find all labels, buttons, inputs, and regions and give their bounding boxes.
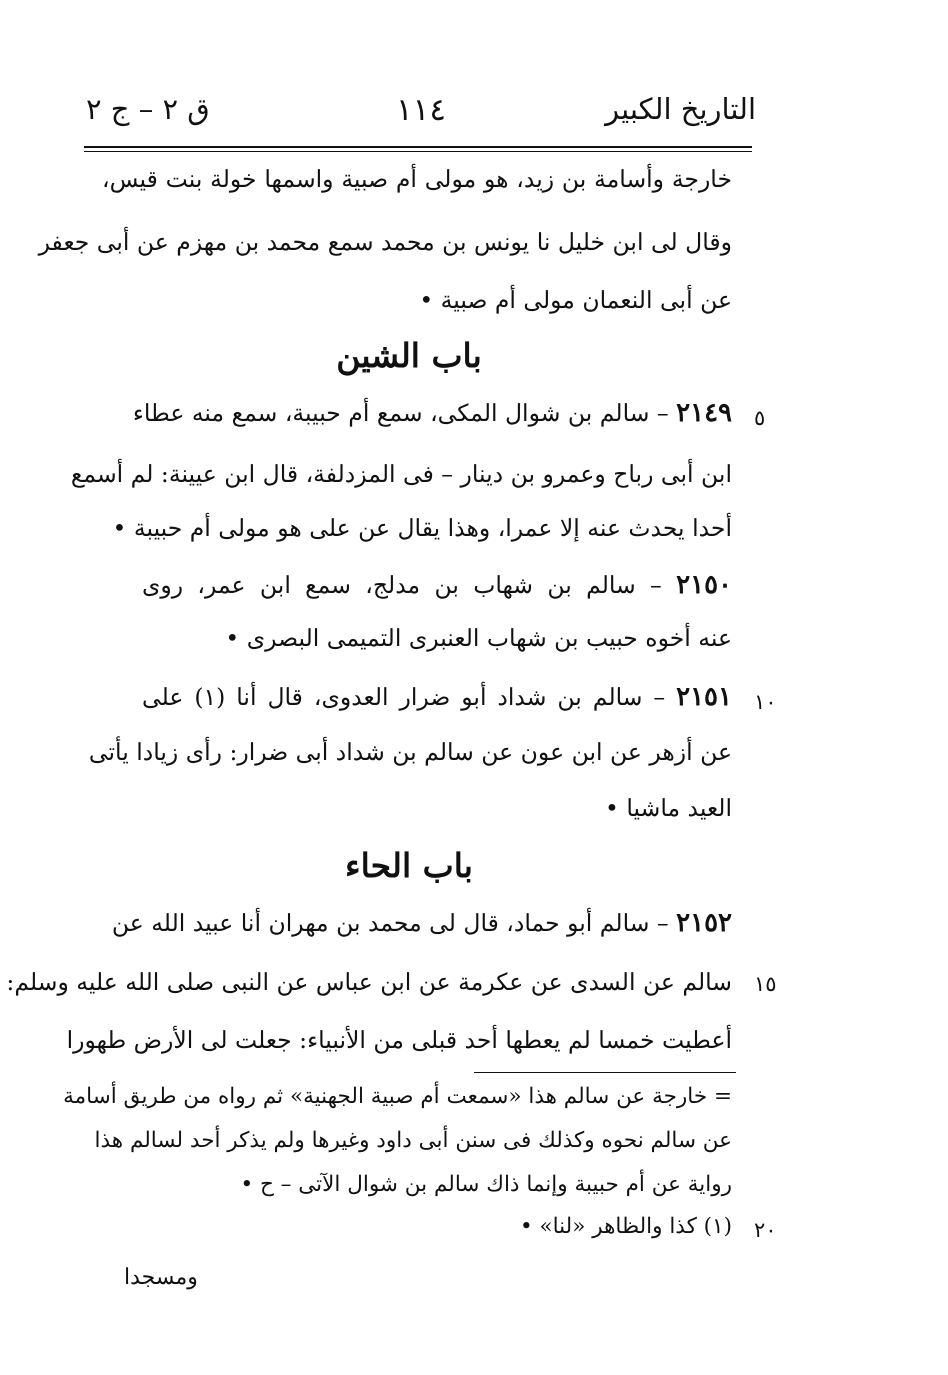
body-line: ابن أبى رباح وعمرو بن دينار – فى المزدلفة، قال ابن عيينة: لم أسمع (70, 460, 732, 488)
entry-number: ٢١٥١ (676, 682, 732, 712)
entry-number: ٢١٥٢ (676, 908, 732, 938)
entry-2151-first-line: ٢١٥١ – سالم بن شداد أبو ضرار العدوى، قال أنا (١) على (142, 682, 732, 712)
footnote-line: رواية عن أم حبيبة وإنما ذاك سالم بن شوال الآتى – ح • (240, 1172, 732, 1197)
footnote-line: (١) كذا والظاهر «لنا» • (519, 1214, 732, 1239)
entry-number: ٢١٤٩ (676, 398, 732, 428)
entry-number: ٢١٥٠ (676, 570, 732, 600)
body-line: عنه أخوه حبيب بن شهاب العنبرى التميمى البصرى • (225, 624, 732, 652)
entry-2149-first-line: ٢١٤٩ – سالم بن شوال المكى، سمع أم حبيبة، سمع منه عطاء (132, 398, 732, 428)
catchword: ومسجدا (124, 1265, 198, 1290)
footnote-rule (474, 1072, 736, 1073)
entry-2150-first-line: ٢١٥٠ – سالم بن شهاب بن مدلج، سمع ابن عمر، روى (142, 570, 732, 600)
line-number: ٢٠ (754, 1218, 777, 1242)
body-line: وقال لى ابن خليل نا يونس بن محمد سمع محمد بن مهزم عن أبى جعفر (38, 228, 732, 256)
header-rule-thin (84, 151, 752, 152)
body-line: عن أبى النعمان مولى أم صبية • (419, 286, 732, 314)
header-rule-thick (84, 146, 752, 148)
footnote-line: عن سالم نحوه وكذلك فى سنن أبى داود وغيرها ولم يذكر أحد لسالم هذا (94, 1128, 732, 1153)
body-line: خارجة وأسامة بن زيد، هو مولى أم صبية واسمها خولة بنت قيس، (102, 165, 732, 193)
body-line: العيد ماشيا • (605, 794, 732, 822)
running-title: التاريخ الكبير (605, 92, 756, 126)
page-number: ١١٤ (396, 92, 446, 128)
entry-2152-first-line: ٢١٥٢ – سالم أبو حماد، قال لى محمد بن مهران أنا عبيد الله عن (111, 908, 732, 938)
section-heading-ha: باب الحاء (345, 846, 473, 885)
body-line: سالم عن السدى عن عكرمة عن ابن عباس عن النبى صلى الله عليه وسلم: (6, 968, 732, 996)
footnote-line: = خارجة عن سالم هذا «سمعت أم صبية الجهنية» ثم رواه من طريق أسامة (63, 1084, 732, 1109)
section-heading-shin: باب الشين (336, 336, 482, 375)
signature-mark: ق ٢ – ج ٢ (86, 92, 210, 126)
body-line: أحدا يحدث عنه إلا عمرا، وهذا يقال عن على هو مولى أم حبيبة • (112, 514, 732, 542)
line-number: ١٥ (754, 972, 777, 996)
line-number: ٥ (754, 406, 766, 430)
line-number: ١٠ (754, 690, 777, 714)
body-line: أعطيت خمسا لم يعطها أحد قبلى من الأنبياء: جعلت لى الأرض طهورا (66, 1026, 732, 1054)
page-header (86, 92, 756, 148)
body-line: عن أزهر عن ابن عون عن سالم بن شداد أبى ضرار: رأى زيادا يأتى (88, 738, 732, 766)
